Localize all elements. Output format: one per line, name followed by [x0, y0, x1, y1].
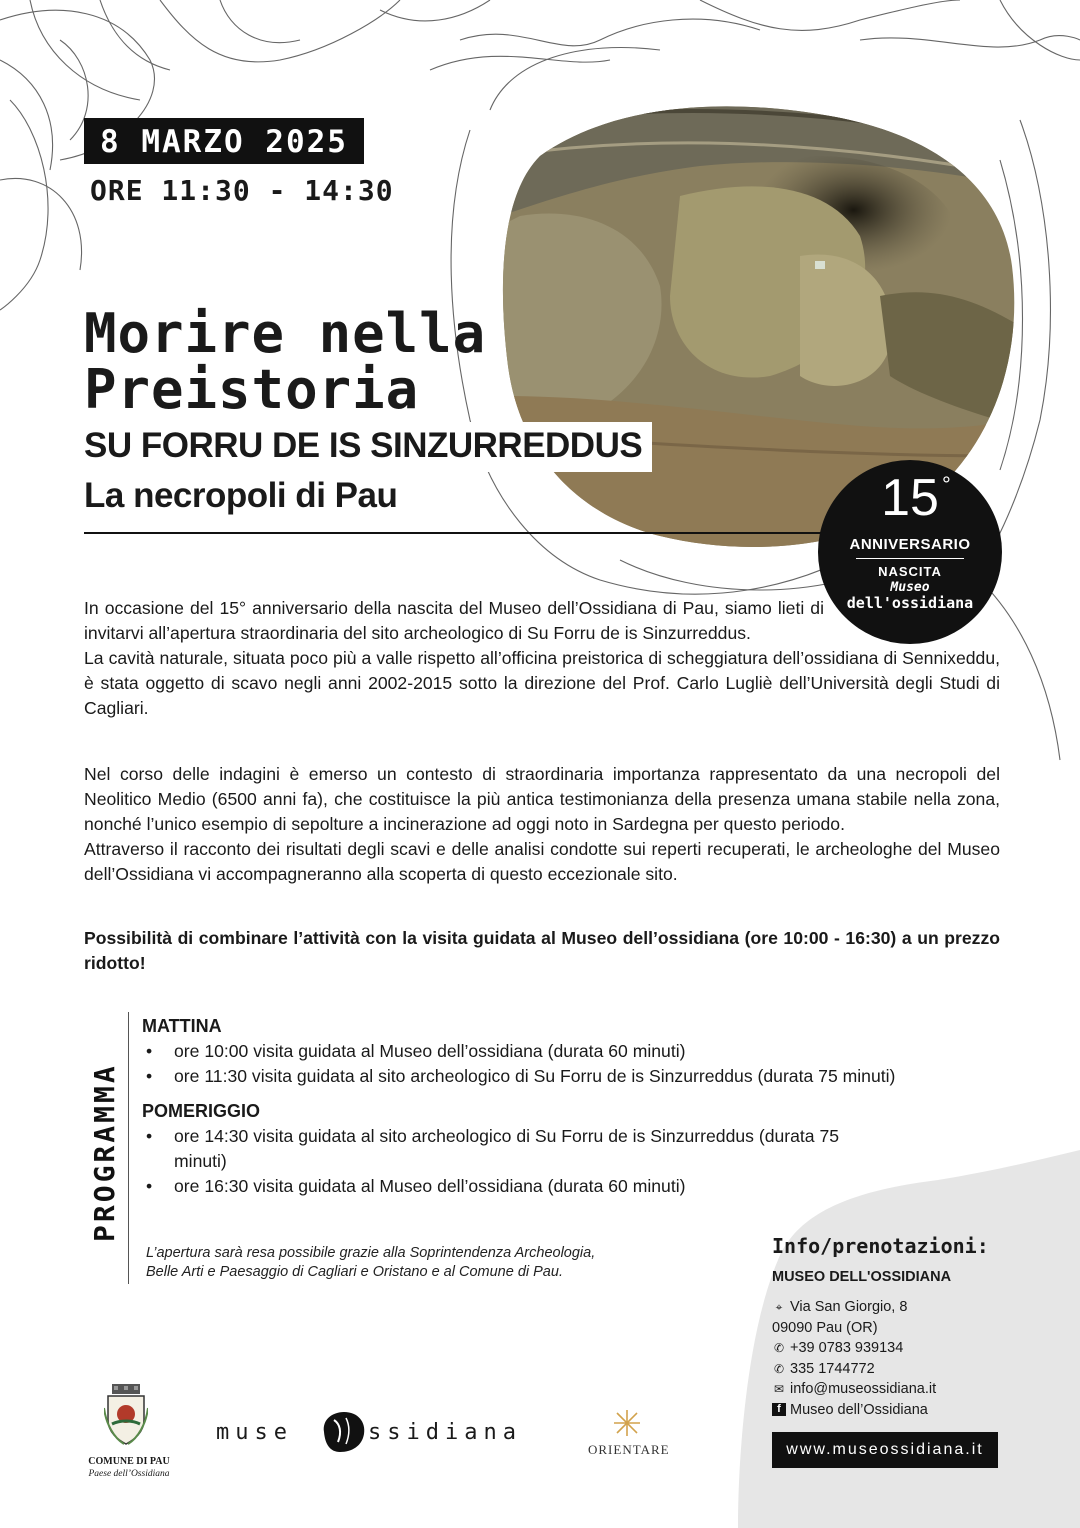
star-icon — [612, 1408, 642, 1438]
mobile-icon: ✆ — [773, 1361, 785, 1376]
address-row — [772, 1297, 1002, 1318]
mail-icon: ✉ — [773, 1382, 785, 1396]
intro-paragraph — [84, 596, 1000, 721]
title-divider — [84, 532, 824, 534]
mattina-list — [142, 1039, 1022, 1089]
address-row-2 — [772, 1318, 1002, 1339]
email-row[interactable] — [772, 1379, 1002, 1400]
sponsor-note — [146, 1244, 595, 1282]
programma-label-text: PROGRAMMA — [88, 1063, 121, 1242]
title-line-2: Preistoria — [84, 358, 420, 421]
address-line-1: Via San Giorgio, 8 — [790, 1299, 908, 1315]
website-link[interactable]: www.museossidiana.it — [772, 1432, 998, 1468]
mattina-heading: MATTINA — [142, 1016, 222, 1036]
context-text-b: Attraverso il racconto dei risultati degli scavi e delle analisi condotte sui reperti recuperati, le archeologhe del Museo dell’Ossidiana vi accompagneranno alla scoperta di questo eccezionale sito. — [84, 839, 1000, 884]
intro-text-b: La cavità naturale, situata poco più a valle rispetto all’officina preistorica di scheggiatura dell’ossidiana di Sennixeddu, è stata oggetto di scavo negli anni 2002-2015 sotto la direzione del Prof. Carlo Lugliè dell’Università degli Studi di Cagliari. — [84, 648, 1000, 718]
phone-row[interactable] — [772, 1338, 1002, 1359]
event-time: ORE 11:30 - 14:30 — [90, 174, 394, 207]
badge-museo: Museo — [890, 580, 930, 595]
badge-ossidiana: dell'ossidiana — [846, 594, 974, 612]
museo-logo-right: ssidiana — [368, 1420, 522, 1445]
info-contacts — [772, 1236, 1002, 1420]
badge-divider — [856, 558, 964, 559]
badge-degree: ° — [942, 472, 951, 497]
list-item: • ore 14:30 visita guidata al sito archeologico di Su Forru de is Sinzurreddus (durata 75 minuti) — [174, 1124, 864, 1174]
event-title — [84, 302, 487, 421]
info-org: MUSEO DELL'OSSIDIANA — [772, 1268, 952, 1285]
list-item: • ore 11:30 visita guidata al sito archeologico di Su Forru de is Sinzurreddus (durata 75 minuti) — [174, 1064, 1022, 1089]
obsidian-logo-icon — [318, 1410, 368, 1454]
phone-icon: ✆ — [773, 1341, 785, 1355]
programma-label — [66, 1012, 146, 1242]
badge-number: 15 — [881, 469, 939, 527]
address-line-2: 09090 Pau (OR) — [772, 1319, 878, 1336]
email-link[interactable]: info@museossidiana.it — [790, 1381, 937, 1397]
comune-crest-icon — [104, 1384, 148, 1446]
event-date: 8 MARZO 2025 — [84, 118, 364, 164]
phone-2[interactable]: 335 1744772 — [790, 1360, 875, 1377]
sponsor-note-line-1: L’apertura sarà resa possibile grazie alla Soprintendenza Archeologia, — [146, 1245, 596, 1261]
pomeriggio-list — [142, 1124, 840, 1199]
museo-logo-left: muse — [216, 1420, 293, 1445]
list-item: • ore 16:30 visita guidata al Museo dell’ossidiana (durata 60 minuti) — [174, 1174, 704, 1199]
comune-name: COMUNE DI PAU — [88, 1456, 170, 1467]
badge-anniversario: ANNIVERSARIO — [849, 536, 971, 553]
event-subtitle-necropolis: La necropoli di Pau — [84, 476, 398, 515]
intro-text-a: In occasione del 15° anniversario della nascita del Museo dell’Ossidiana di Pau, siamo lieti di invitarvi all’apertura straordinaria del sito archeologico di Su Forru de is Sinzurreddus. — [84, 598, 824, 643]
facebook-row[interactable] — [772, 1400, 1002, 1421]
context-text-a: Nel corso delle indagini è emerso un contesto di straordinaria importanza rappresentato da una necropoli del Neolitico Medio (6500 anni fa), che costituisce la più antica testimonianza della presenza umana stabile nella zona, nonché l’unico esempio di sepolture a incinerazione ad oggi noto in Sardegna per questo periodo. — [84, 764, 1000, 834]
pomeriggio-heading: POMERIGGIO — [142, 1101, 261, 1121]
phone-1[interactable]: +39 0783 939134 — [790, 1340, 904, 1356]
info-heading: Info/prenotazioni: — [772, 1234, 989, 1258]
list-item: • ore 10:00 visita guidata al Museo dell’ossidiana (durata 60 minuti) — [174, 1039, 1022, 1064]
sponsor-note-line-2: Belle Arti e Paesaggio di Cagliari e Oristano e al Comune di Pau. — [146, 1264, 563, 1280]
comune-tagline: Paese dell’Ossidiana — [88, 1469, 170, 1479]
facebook-link[interactable]: Museo dell’Ossidiana — [790, 1401, 928, 1418]
facebook-icon: f — [772, 1403, 786, 1416]
event-subtitle-site: SU FORRU DE IS SINZURREDDUS — [80, 422, 652, 472]
mobile-row[interactable] — [772, 1359, 1002, 1380]
badge-nascita: NASCITA — [878, 564, 942, 579]
context-paragraph — [84, 762, 1000, 887]
title-line-1: Morire nella — [84, 302, 487, 365]
orientare-logo: ORIENTARE — [588, 1442, 670, 1457]
combo-offer-text: Possibilità di combinare l’attività con la visita guidata al Museo dell’ossidiana (ore 10:00 - 16:30) a un prezzo ridotto! — [84, 928, 1000, 973]
location-pin-icon: ⌖ — [775, 1300, 783, 1314]
programma-divider — [128, 1012, 129, 1284]
